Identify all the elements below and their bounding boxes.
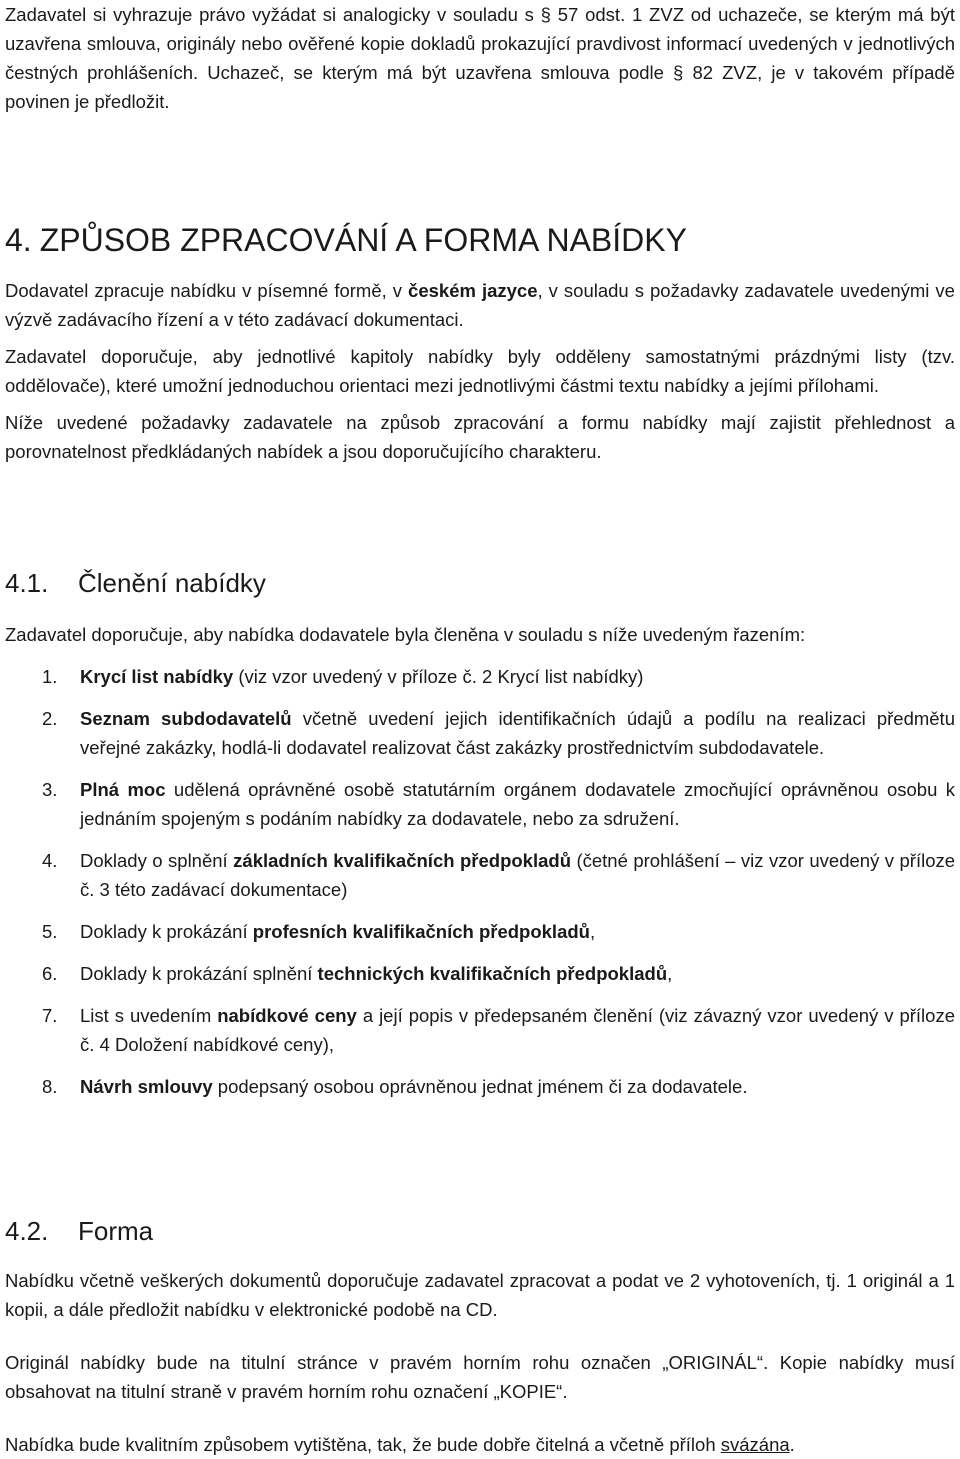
section-4-number: 4. [5,222,32,258]
list-item-emphasis: nabídkové ceny [217,1005,357,1026]
text-span: Nabídka bude kvalitním způsobem vytištěna, tak, že bude dobře čitelná a včetně příloh [5,1434,721,1455]
text-span: včetně uvedení jejich identifikačních údajů a podílu na realizaci předmětu veřejné zakázky, hodlá-li dodavatel realizovat část zakázky prostřednictvím subdodavatele. [80,708,955,758]
list-item-emphasis: základních kvalifikačních předpokladů [233,850,572,871]
list-item-number: 4. [42,850,58,871]
text-span: List s uvedením [80,1005,218,1026]
list-item-number: 1. [42,666,58,687]
text-span: , v souladu s požadavky zadavatele uvedenými ve výzvě zadávacího řízení a v této zadávací dokumentaci. [5,280,955,330]
list-item-number: 3. [42,779,58,800]
underlined-svazana: svázána [720,1434,790,1455]
list-item-number: 7. [42,1005,58,1026]
list-item-text [80,704,955,762]
list-item-text [80,846,955,904]
list-item-emphasis: Seznam subdodavatelů [80,708,292,729]
section-4-2-paragraph-3 [5,1430,955,1459]
section-4-paragraph-1 [5,276,955,334]
section-4-2-number: 4.2. [5,1216,49,1246]
list-item [5,775,955,833]
list-item-text [80,775,955,833]
text-span: , [667,963,673,984]
section-4-paragraph-3: Níže uvedené požadavky zadavatele na způsob zpracování a formu nabídky mají zajistit přehlednost a porovnatelnost předkládaných nabídek a jsou doporučujícího charakteru. [5,412,955,462]
intro-paragraph: Zadavatel si vyhrazuje právo vyžádat si analogicky v souladu s § 57 odst. 1 ZVZ od uchazeče, se kterým má být uzavřena smlouva, originály nebo ověřené kopie dokladů prokazující pravdivost informací uvedených v jednotlivých čestných prohlášeních. Uchazeč, se kterým má být uzavřena smlouva podle § 82 ZVZ, je v takovém případě povinen je předložit. [5,4,955,112]
list-item-text [80,662,955,691]
section-4-1-intro: Zadavatel doporučuje, aby nabídka dodavatele byla členěna v souladu s níže uvedeným řazením: [5,624,806,645]
section-4-1-title: Členění nabídky [78,568,266,598]
text-span: . [789,1434,795,1455]
text-span: Dodavatel zpracuje nabídku v písemné formě, v [5,280,409,301]
emphasis-czech-language: českém jazyce [408,280,538,301]
text-span: podepsaný osobou oprávněnou jednat jménem či za dodavatele. [212,1076,748,1097]
text-span: a její popis v předepsaném členění (viz závazný vzor uvedený v příloze č. 4 Doložení nabídkové ceny), [80,1005,955,1055]
list-item-emphasis: profesních kvalifikačních předpokladů [252,921,590,942]
list-item-emphasis: Návrh smlouvy [80,1076,213,1097]
list-item-text [80,959,955,988]
offer-structure-list [5,662,955,1114]
text-span: udělená oprávněné osobě statutárním orgánem dodavatele zmocňující oprávněnou osobu k jednáním spojeným s podáním nabídky za dodavatele, nebo za sdružení. [80,779,956,829]
section-4-2-paragraph-2: Originál nabídky bude na titulní stránce v pravém horním rohu označen „ORIGINÁL“. Kopie nabídky musí obsahovat na titulní straně v pravém horním rohu označení „KOPIE“. [5,1352,955,1402]
list-item-number: 8. [42,1076,58,1097]
list-item-emphasis: technických kvalifikačních předpokladů [317,963,668,984]
list-item-number: 6. [42,963,58,984]
list-item [5,704,955,762]
section-4-2-paragraph-1: Nabídku včetně veškerých dokumentů doporučuje zadavatel zpracovat a podat ve 2 vyhotoveních, tj. 1 originál a 1 kopii, a dále předložit nabídku v elektronické podobě na CD. [5,1270,955,1320]
text-span: Doklady o splnění [80,850,234,871]
list-item-emphasis: Plná moc [80,779,166,800]
list-item [5,1072,955,1101]
list-item-text [80,1001,955,1059]
list-item-number: 2. [42,708,58,729]
section-4-2-body [5,1266,955,1459]
section-4-heading [5,220,687,260]
section-4-paragraph-2: Zadavatel doporučuje, aby jednotlivé kapitoly nabídky byly odděleny samostatnými prázdnými listy (tzv. oddělovače), které umožní jednoduchou orientaci mezi jednotlivými částmi textu nabídky a jejími přílohami. [5,346,955,396]
section-4-2-heading [5,1214,153,1248]
list-item-number: 5. [42,921,58,942]
list-item [5,1001,955,1059]
text-span: Doklady k prokázání splnění [80,963,318,984]
text-span: (viz vzor uvedený v příloze č. 2 Krycí list nabídky) [233,666,644,687]
section-4-body [5,276,955,478]
text-span: , [589,921,596,942]
text-span: Doklady k prokázání [80,921,253,942]
list-item-text [80,917,955,946]
list-item [5,662,955,691]
text-span: (četné prohlášení – viz vzor uvedený v příloze č. 3 této zadávací dokumentace) [80,850,956,900]
list-item-text [80,1072,955,1101]
section-4-1-number: 4.1. [5,568,49,598]
list-item [5,846,955,904]
list-item [5,917,955,946]
list-item [5,959,955,988]
section-4-1-heading [5,566,266,600]
list-item-emphasis: Krycí list nabídky [80,666,234,687]
section-4-title: ZPŮSOB ZPRACOVÁNÍ A FORMA NABÍDKY [39,222,687,258]
section-4-2-title: Forma [78,1216,154,1246]
